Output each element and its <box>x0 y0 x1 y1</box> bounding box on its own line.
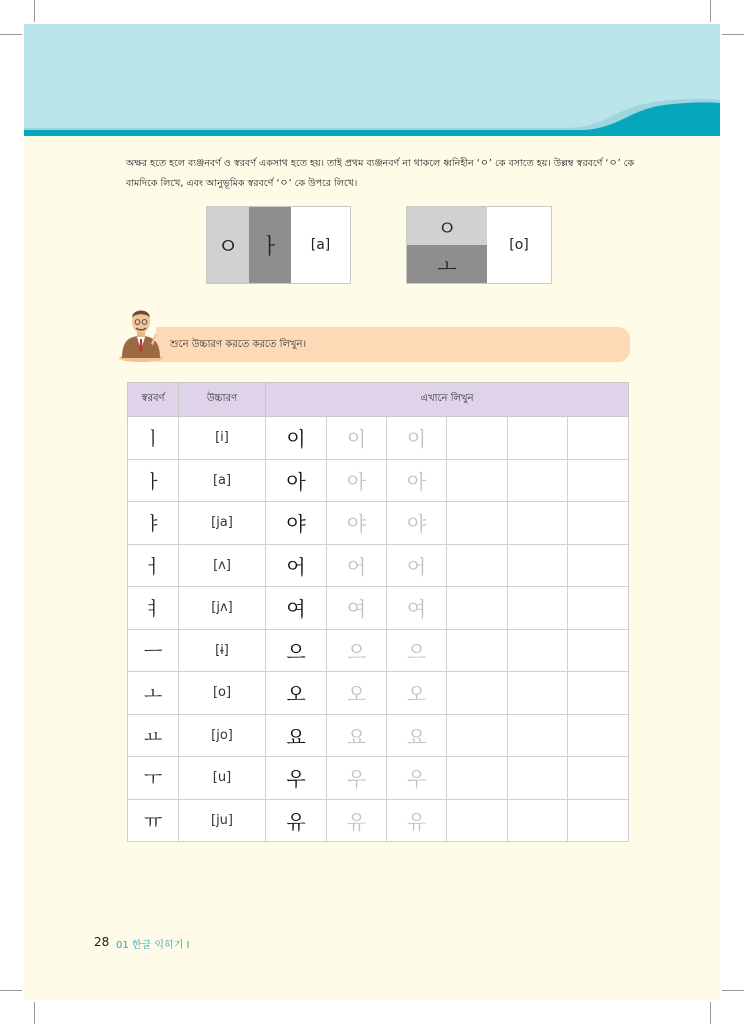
table-row <box>128 459 629 502</box>
writing-cell[interactable] <box>447 587 508 630</box>
trace-syllable: 오 <box>387 672 447 715</box>
trace-syllable: 유 <box>387 799 447 842</box>
writing-cell[interactable] <box>447 544 508 587</box>
demo-phonetic: [o] <box>509 237 529 253</box>
vowel-cell: ㅓ <box>128 544 179 587</box>
practice-table <box>127 382 629 842</box>
writing-cell[interactable] <box>508 587 568 630</box>
model-syllable: 으 <box>266 629 327 672</box>
trace-syllable: 요 <box>327 714 387 757</box>
model-syllable: 어 <box>266 544 327 587</box>
writing-cell[interactable] <box>508 714 568 757</box>
model-syllable: 이 <box>266 417 327 460</box>
model-syllable: 오 <box>266 672 327 715</box>
vowel-cell: ㅜ <box>128 757 179 800</box>
vowel-cell: ㅏ <box>128 459 179 502</box>
writing-cell[interactable] <box>568 757 629 800</box>
header-pronunciation: উচ্চারণ <box>179 383 266 417</box>
instruction-text: শুনে উচ্চারণ করতে করতে লিখুন। <box>170 339 307 350</box>
writing-cell[interactable] <box>447 459 508 502</box>
crop-mark <box>722 34 744 35</box>
model-syllable: 우 <box>266 757 327 800</box>
trace-syllable: 요 <box>387 714 447 757</box>
vowel-cell: ㅠ <box>128 799 179 842</box>
vowel-cell: ㅣ <box>128 417 179 460</box>
pronunciation-cell: [jʌ] <box>179 587 266 630</box>
pronunciation-cell: [a] <box>179 459 266 502</box>
vowel-cell: ㅗ <box>128 672 179 715</box>
trace-syllable: 여 <box>327 587 387 630</box>
writing-cell[interactable] <box>447 757 508 800</box>
trace-syllable: 아 <box>387 459 447 502</box>
writing-cell[interactable] <box>568 587 629 630</box>
crop-mark <box>0 990 22 991</box>
writing-cell[interactable] <box>568 672 629 715</box>
trace-syllable: 우 <box>387 757 447 800</box>
writing-cell[interactable] <box>508 544 568 587</box>
pronunciation-cell: [ja] <box>179 502 266 545</box>
header-write-here: এখানে লিখুন <box>266 383 629 417</box>
demo-box-o <box>406 206 552 284</box>
demo-consonant: ㅇ <box>407 207 487 245</box>
intro-line-2: বামদিকে লিখে, এবং আনুভূমিক স্বরবর্ণে ‘ㅇ’ কে উপরে লিখে। <box>126 178 358 189</box>
model-syllable: 유 <box>266 799 327 842</box>
writing-cell[interactable] <box>568 417 629 460</box>
trace-syllable: 여 <box>387 587 447 630</box>
crop-mark <box>34 0 35 22</box>
demo-vowel: ㅏ <box>249 207 291 283</box>
model-syllable: 여 <box>266 587 327 630</box>
trace-syllable: 이 <box>387 417 447 460</box>
intro-line-1: অক্ষর হতে হলে ব্যঞ্জনবর্ণ ও স্বরবর্ণ একসাথ হতে হয়। তাই প্রথম ব্যঞ্জনবর্ণ না থাকলে ধ্বনিহীন ‘ㅇ’ কে বসাতে হয়। উল্লম্ব স্বরবর্ণে ‘ㅇ’ কে <box>126 158 635 169</box>
writing-cell[interactable] <box>508 629 568 672</box>
writing-cell[interactable] <box>568 714 629 757</box>
header-band <box>24 24 720 136</box>
page-number: 28 <box>94 935 110 949</box>
pronunciation-cell: [jo] <box>179 714 266 757</box>
writing-cell[interactable] <box>447 672 508 715</box>
writing-cell[interactable] <box>508 757 568 800</box>
trace-syllable: 우 <box>327 757 387 800</box>
writing-cell[interactable] <box>508 502 568 545</box>
trace-syllable: 오 <box>327 672 387 715</box>
trace-syllable: 유 <box>327 799 387 842</box>
trace-syllable: 아 <box>327 459 387 502</box>
crop-mark <box>722 990 744 991</box>
chapter-label: 01 한글 익히기 I <box>116 940 190 951</box>
writing-cell[interactable] <box>508 459 568 502</box>
writing-cell[interactable] <box>508 672 568 715</box>
writing-cell[interactable] <box>447 417 508 460</box>
pronunciation-cell: [i] <box>179 417 266 460</box>
trace-syllable: 야 <box>327 502 387 545</box>
trace-syllable: 어 <box>387 544 447 587</box>
vowel-cell: ㅛ <box>128 714 179 757</box>
table-row <box>128 629 629 672</box>
crop-mark <box>710 1002 711 1024</box>
header-wave <box>24 24 720 136</box>
table-header-row <box>128 383 629 417</box>
pronunciation-cell: [o] <box>179 672 266 715</box>
demo-box-a <box>206 206 351 284</box>
writing-cell[interactable] <box>568 629 629 672</box>
crop-mark <box>710 0 711 22</box>
table-row <box>128 672 629 715</box>
table-row <box>128 799 629 842</box>
table-row <box>128 544 629 587</box>
pronunciation-cell: [ʌ] <box>179 544 266 587</box>
writing-cell[interactable] <box>568 459 629 502</box>
demo-phonetic: [a] <box>310 237 331 253</box>
crop-mark <box>0 34 22 35</box>
crop-mark <box>34 1002 35 1024</box>
table-row <box>128 757 629 800</box>
trace-syllable: 으 <box>387 629 447 672</box>
trace-syllable: 으 <box>327 629 387 672</box>
table-row <box>128 587 629 630</box>
teacher-avatar <box>118 304 164 362</box>
pronunciation-cell: [ɨ] <box>179 629 266 672</box>
writing-cell[interactable] <box>447 799 508 842</box>
intro-text <box>126 154 646 194</box>
table-row <box>128 714 629 757</box>
header-vowel: স্বরবর্ণ <box>128 383 179 417</box>
model-syllable: 야 <box>266 502 327 545</box>
writing-cell[interactable] <box>568 799 629 842</box>
table-row <box>128 502 629 545</box>
trace-syllable: 어 <box>327 544 387 587</box>
demo-vowel: ㅗ <box>407 245 487 283</box>
trace-syllable: 이 <box>327 417 387 460</box>
writing-cell[interactable] <box>447 714 508 757</box>
instruction-banner <box>156 327 630 362</box>
writing-cell[interactable] <box>568 544 629 587</box>
writing-cell[interactable] <box>447 629 508 672</box>
vowel-cell: ㅑ <box>128 502 179 545</box>
writing-cell[interactable] <box>568 502 629 545</box>
table-body <box>128 417 629 842</box>
pronunciation-cell: [u] <box>179 757 266 800</box>
writing-cell[interactable] <box>508 417 568 460</box>
writing-cell[interactable] <box>447 502 508 545</box>
model-syllable: 요 <box>266 714 327 757</box>
table-row <box>128 417 629 460</box>
model-syllable: 아 <box>266 459 327 502</box>
vowel-cell: ㅕ <box>128 587 179 630</box>
trace-syllable: 야 <box>387 502 447 545</box>
pronunciation-cell: [ju] <box>179 799 266 842</box>
vowel-cell: ㅡ <box>128 629 179 672</box>
demo-consonant: ㅇ <box>207 207 249 283</box>
writing-cell[interactable] <box>508 799 568 842</box>
